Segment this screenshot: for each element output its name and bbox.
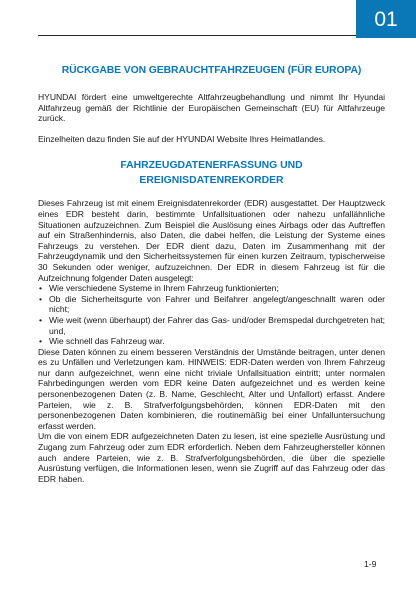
- chapter-tab: 01: [356, 0, 416, 38]
- paragraph-edr-intro: Dieses Fahrzeug ist mit einem Ereignisdatenrekorder (EDR) ausgestattet. Der Hauptzweck eines EDR besteht darin, bestimmte Unfallsituationen oder nahezu unfallähnliche Situationen aufzuzeichnen. Zum Beispiel die Auslösung eines Airbags oder das Auftreffen auf ein Straßenhindernis, also Daten, die dabei helfen, die Leistung der Systeme eines Fahrzeugs zu verstehen. Der EDR dient dazu, Daten im Zusammenhang mit der Fahrzeugdynamik und den Sicherheitssystemen für einen kurzen Zeitraum, typischerweise 30 Sekunden oder weniger, aufzuzeichnen. Der EDR in diesem Fahrzeug ist für die Aufzeichnung folgender Daten ausgelegt:: [38, 198, 385, 283]
- list-item: • Ob die Sicherheitsgurte von Fahrer und Beifahrer angelegt/angeschnallt waren oder nicht;: [39, 293, 385, 315]
- list-item: • Wie verschiedene Systeme in Ihrem Fahrzeug funktionierten;: [39, 283, 279, 294]
- bullet-mark: •: [39, 293, 42, 304]
- list-item: • Wie weit (wenn überhaupt) der Fahrer das Gas- und/oder Bremspedal durchgetreten hat; und,: [39, 314, 385, 336]
- paragraph-return-website: Einzelheiten dazu finden Sie auf der HYUNDAI Website Ihres Heimatlandes.: [38, 133, 326, 144]
- section-heading-edr-line1: FAHRZEUGDATENERFASSUNG UND: [120, 160, 303, 172]
- section-heading-edr: [38, 158, 385, 188]
- page-content: [38, 64, 385, 484]
- paragraph-edr-access: Um die von einem EDR aufgezeichneten Daten zu lesen, ist eine spezielle Ausrüstung und Zugang zum Fahrzeug oder zum EDR erforderlich. Neben dem Fahrzeughersteller können auch andere Parteien, wie z. B. Strafverfolgungsbehörden, die über die spezielle Ausrüstung verfügen, die Informationen lesen, wenn sie Zugriff auf das Fahrzeug oder das EDR haben.: [38, 431, 385, 484]
- paragraph-edr-purpose: Diese Daten können zu einem besseren Verständnis der Umstände beitragen, unter denen es zu Unfällen und Verletzungen kam. HINWEIS: EDR-Daten werden von Ihrem Fahrzeug nur dann aufgezeichnet, wenn eine nicht triviale Unfallsituation eintritt; unter normalen Fahrbedingungen werden vom EDR keine Daten aufgezeichnet und es werden keine personenbezogenen Daten (z. B. Name, Geschlecht, Alter und Unfallort) erfasst. Andere Parteien, wie z. B. Strafverfolgungsbehörden, können EDR-Daten mit den personenbezogenen Daten kombinieren, die routinemäßig bei einer Unfalluntersuchung erfasst werden.: [38, 346, 385, 431]
- section-heading-return: RÜCKGABE VON GEBRAUCHTFAHRZEUGEN (FÜR EUROPA): [61, 65, 362, 76]
- header-rule: [38, 35, 356, 36]
- page-number: 1-9: [364, 559, 377, 569]
- bullet-mark: •: [39, 314, 42, 325]
- bullet-mark: •: [39, 336, 42, 347]
- bullet-mark: •: [39, 283, 42, 294]
- edr-data-list: [38, 283, 385, 347]
- list-item: • Wie schnell das Fahrzeug war.: [39, 336, 165, 347]
- paragraph-return-intro: HYUNDAI fördert eine umweltgerechte Altfahrzeugbehandlung und nimmt Ihr Hyundai Altfahrzeug gemäß der Richtlinie der Europäischen Gemeinschaft (EU) für Altfahrzeuge zurück.: [38, 92, 385, 124]
- section-heading-edr-line2: EREIGNISDATENREKORDER: [139, 175, 284, 187]
